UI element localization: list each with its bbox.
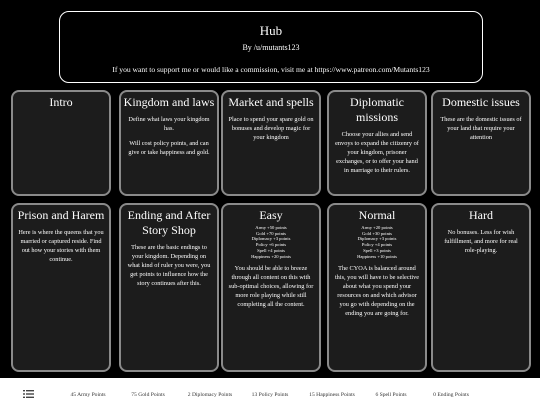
card-prison-and-harem[interactable] xyxy=(11,203,111,372)
card-description: You should be able to breeze through all content on this with sub-optimal choices, allowing for more role playing while still completing all the content. xyxy=(228,265,314,309)
card-market-and-spells[interactable] xyxy=(221,90,321,196)
card-title: Ending and After Story Shop xyxy=(127,208,211,237)
card-description: Here is where the queens that you married or captured reside. Find out how your stories with them continue. xyxy=(18,229,104,263)
card-ending-and-after-story-shop[interactable] xyxy=(119,203,219,372)
happiness-points: 15 Happiness Points xyxy=(309,392,355,398)
card-title: Easy xyxy=(259,208,283,222)
card-intro[interactable] xyxy=(11,90,111,196)
hub-support-text: If you want to support me or would like a commission, visit me at https://www.patreon.com/Mutants123 xyxy=(112,65,430,74)
hub-title: Hub xyxy=(259,23,283,38)
card-difficulty-easy[interactable] xyxy=(221,203,321,372)
card-description: These are the basic endings to your kingdom. Depending on what kind of ruler you were, you get points to influence how the story continues after this. xyxy=(127,244,211,287)
card-difficulty-hard[interactable] xyxy=(431,203,531,372)
diplomacy-points: 2 Diplomacy Points xyxy=(187,392,233,398)
card-description: Choose your allies and send envoys to expand the citizenry of your kingdom, prisoner exchanges, or to offer your hand in marriage to their rulers. xyxy=(335,131,419,174)
stat-line: Happiness +10 points xyxy=(357,253,397,259)
card-diplomatic-missions[interactable] xyxy=(327,90,427,196)
card-description-line: Define what laws your kingdom has. xyxy=(128,116,210,132)
policy-points: 13 Policy Points xyxy=(251,392,289,398)
stat-line: Army +20 points xyxy=(361,225,393,230)
difficulty-stats xyxy=(223,225,319,259)
card-description xyxy=(121,115,217,157)
card-description: Place to spend your spare gold on bonuses and develop magic for your kingdom xyxy=(228,116,314,141)
stat-line: Army +50 points xyxy=(255,225,287,230)
card-difficulty-normal[interactable] xyxy=(327,203,427,372)
card-title: Diplomatic missions xyxy=(350,95,404,124)
stat-line: Spell +4 points xyxy=(257,247,285,253)
stat-line: Spell +3 points xyxy=(363,247,391,253)
gold-points: 75 Gold Points xyxy=(131,392,165,398)
stat-line: Diplomacy +3 points xyxy=(357,236,397,242)
card-title: Prison and Harem xyxy=(17,208,105,222)
card-description: The CYOA is balanced around this, you will have to be selective about what you spend your resources on and which advisor you go with depending on the ending you are going for. xyxy=(334,265,420,318)
stat-line: Policy +6 points xyxy=(255,242,287,248)
points-bar xyxy=(0,378,540,405)
list-menu-icon[interactable] xyxy=(23,390,34,398)
card-title: Domestic issues xyxy=(442,95,520,109)
stat-line: Gold +30 points xyxy=(362,230,392,236)
card-title: Hard xyxy=(469,208,493,222)
ending-points: 0 Ending Points xyxy=(433,392,469,398)
army-points: 45 Army Points xyxy=(70,392,106,398)
difficulty-stats xyxy=(329,225,425,259)
hub-byline: By /u/mutants123 xyxy=(242,43,300,52)
card-title: Normal xyxy=(358,208,396,222)
card-title: Market and spells xyxy=(228,95,314,109)
spell-points: 6 Spell Points xyxy=(375,392,407,398)
stat-line: Happiness +20 points xyxy=(251,253,291,259)
card-title: Intro xyxy=(49,95,73,109)
stat-line: Policy +4 points xyxy=(361,242,393,248)
card-title: Kingdom and laws xyxy=(123,95,215,109)
stat-line: Gold +70 points xyxy=(256,230,286,236)
card-description-line: Will cost policy points, and can give or take happiness and gold. xyxy=(128,140,210,156)
stat-line: Diplomacy +3 points xyxy=(251,236,291,242)
card-description: No bonuses. Less for wish fulfillment, and more for real role-playing. xyxy=(444,229,518,254)
hub-header xyxy=(59,11,483,83)
card-kingdom-and-laws[interactable] xyxy=(119,90,219,196)
card-description: These are the domestic issues of your land that require your attention xyxy=(440,116,522,141)
card-domestic-issues[interactable] xyxy=(431,90,531,196)
